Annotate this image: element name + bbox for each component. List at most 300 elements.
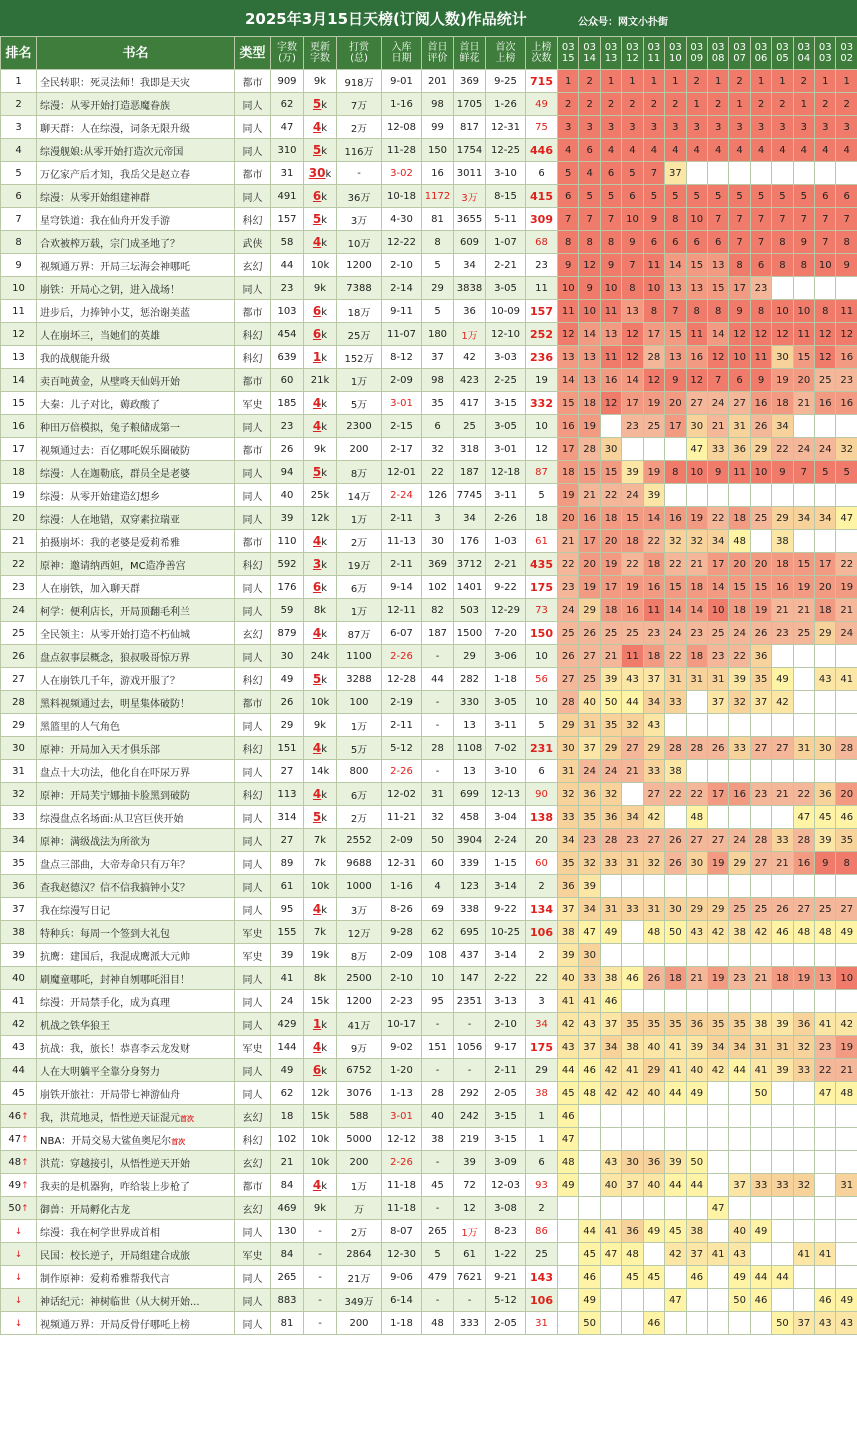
table-row: [1, 277, 857, 300]
daily-rank-cell: [729, 1312, 750, 1335]
daily-rank-cell: 16: [793, 852, 814, 875]
tips-cell: 918万: [337, 70, 382, 93]
daily-rank-cell: [579, 1151, 600, 1174]
listing-count-cell: 175: [526, 1036, 558, 1059]
daily-rank-cell: 8: [665, 208, 686, 231]
daily-rank-cell: [815, 1220, 836, 1243]
listing-count-cell: 19: [526, 369, 558, 392]
daily-rank-cell: 31: [600, 898, 621, 921]
word-count-cell: 27: [271, 760, 304, 783]
first-time-badge: 首次: [171, 1137, 186, 1146]
first-listing-cell: 10-09: [486, 300, 526, 323]
daily-rank-cell: 44: [686, 1174, 707, 1197]
word-count-cell: 29: [271, 714, 304, 737]
first-listing-cell: 1-15: [486, 852, 526, 875]
daily-rank-cell: 25: [622, 622, 643, 645]
daily-rank-cell: [665, 875, 686, 898]
rank-cell: 6: [1, 185, 37, 208]
daily-rank-cell: [815, 691, 836, 714]
daily-rank-cell: 1: [729, 93, 750, 116]
daily-rank-cell: 26: [579, 622, 600, 645]
daily-rank-cell: 16: [815, 392, 836, 415]
daily-rank-cell: 50: [665, 921, 686, 944]
update-words-cell: 10k: [304, 691, 337, 714]
daily-rank-cell: [707, 806, 728, 829]
daily-rank-cell: 30: [686, 415, 707, 438]
daily-rank-cell: [686, 1289, 707, 1312]
tips-cell: 14万: [337, 484, 382, 507]
daily-rank-cell: 21: [579, 484, 600, 507]
daily-rank-cell: 12: [600, 392, 621, 415]
daily-rank-cell: [815, 1174, 836, 1197]
genre-cell: 都市: [235, 70, 271, 93]
update-words-cell: 4k: [304, 898, 337, 921]
word-count-cell: 61: [271, 875, 304, 898]
word-count-cell: 592: [271, 553, 304, 576]
first-day-eval-cell: -: [422, 760, 454, 783]
listing-count-cell: 31: [526, 1312, 558, 1335]
daily-rank-cell: 8: [643, 300, 664, 323]
daily-rank-cell: 26: [772, 898, 793, 921]
daily-rank-cell: [558, 1266, 579, 1289]
first-day-flower-cell: 1401: [454, 576, 486, 599]
first-day-eval-cell: 69: [422, 898, 454, 921]
listing-count-cell: 6: [526, 760, 558, 783]
first-listing-cell: 2-21: [486, 254, 526, 277]
date-header: 03 07: [729, 37, 750, 70]
daily-rank-cell: 33: [600, 852, 621, 875]
first-listing-cell: 1-22: [486, 1243, 526, 1266]
daily-rank-cell: 4: [643, 139, 664, 162]
word-count-cell: 314: [271, 806, 304, 829]
daily-rank-cell: [836, 530, 857, 553]
word-count-cell: 49: [271, 1059, 304, 1082]
table-row: [1, 852, 857, 875]
daily-rank-cell: [686, 990, 707, 1013]
first-day-eval-cell: -: [422, 1197, 454, 1220]
daily-rank-cell: 26: [707, 737, 728, 760]
first-day-flower-cell: 3万: [454, 185, 486, 208]
update-words-cell: 4k: [304, 622, 337, 645]
daily-rank-cell: 24: [558, 599, 579, 622]
book-title: 抗鹰：建国后，我混成鹰派大元帅: [37, 944, 235, 967]
word-count-cell: 130: [271, 1220, 304, 1243]
word-count-cell: 58: [271, 231, 304, 254]
update-words-cell: 5k: [304, 806, 337, 829]
daily-rank-cell: [750, 1243, 771, 1266]
tips-cell: 18万: [337, 300, 382, 323]
daily-rank-cell: [729, 1105, 750, 1128]
daily-rank-cell: 10: [836, 967, 857, 990]
first-day-eval-cell: 126: [422, 484, 454, 507]
listing-count-cell: 38: [526, 1082, 558, 1105]
daily-rank-cell: 33: [643, 760, 664, 783]
shelf-date-cell: 2-26: [382, 645, 422, 668]
first-day-eval-cell: -: [422, 1289, 454, 1312]
first-day-eval-cell: 1172: [422, 185, 454, 208]
daily-rank-cell: [707, 1220, 728, 1243]
daily-rank-cell: [665, 1266, 686, 1289]
tips-cell: 万: [337, 1197, 382, 1220]
daily-rank-cell: 21: [772, 783, 793, 806]
table-row: [1, 116, 857, 139]
daily-rank-cell: 36: [558, 875, 579, 898]
first-day-eval-cell: 108: [422, 944, 454, 967]
daily-rank-cell: [815, 714, 836, 737]
daily-rank-cell: 45: [815, 806, 836, 829]
daily-rank-cell: 26: [558, 645, 579, 668]
daily-rank-cell: 4: [665, 139, 686, 162]
word-count-cell: 62: [271, 1082, 304, 1105]
daily-rank-cell: 12: [622, 346, 643, 369]
daily-rank-cell: 23: [579, 829, 600, 852]
daily-rank-cell: 9: [793, 231, 814, 254]
first-day-eval-cell: 48: [422, 1312, 454, 1335]
genre-cell: 同人: [235, 852, 271, 875]
daily-rank-cell: 38: [665, 760, 686, 783]
daily-rank-cell: 8: [750, 300, 771, 323]
shelf-date-cell: 2-09: [382, 829, 422, 852]
genre-cell: 都市: [235, 530, 271, 553]
daily-rank-cell: 36: [622, 1220, 643, 1243]
first-listing-cell: 5-12: [486, 1289, 526, 1312]
daily-rank-cell: 6: [707, 231, 728, 254]
book-title: 视频通万界：开局反骨仔哪吒上榜: [37, 1312, 235, 1335]
daily-rank-cell: 20: [579, 553, 600, 576]
first-day-flower-cell: 695: [454, 921, 486, 944]
daily-rank-cell: 37: [707, 691, 728, 714]
table-row: [1, 254, 857, 277]
listing-count-cell: 3: [526, 990, 558, 1013]
daily-rank-cell: 11: [558, 300, 579, 323]
first-day-flower-cell: 1754: [454, 139, 486, 162]
daily-rank-cell: 22: [665, 553, 686, 576]
genre-cell: 科幻: [235, 346, 271, 369]
tips-cell: 8万: [337, 461, 382, 484]
daily-rank-cell: 8: [558, 231, 579, 254]
genre-cell: 同人: [235, 1266, 271, 1289]
daily-rank-cell: 5: [665, 185, 686, 208]
listing-count-cell: 5: [526, 714, 558, 737]
book-title: 盘点十大功法，他化自在吓尿万界: [37, 760, 235, 783]
daily-rank-cell: 18: [600, 599, 621, 622]
daily-rank-cell: 23: [558, 576, 579, 599]
tips-cell: 2300: [337, 415, 382, 438]
book-title: 我在综漫写日记: [37, 898, 235, 921]
tips-cell: 1100: [337, 645, 382, 668]
daily-rank-cell: 19: [686, 507, 707, 530]
daily-rank-cell: 8: [772, 231, 793, 254]
first-day-eval-cell: 5: [422, 254, 454, 277]
daily-rank-cell: 2: [772, 93, 793, 116]
update-words-cell: 10k: [304, 1151, 337, 1174]
listing-count-cell: 68: [526, 231, 558, 254]
daily-rank-cell: [558, 1312, 579, 1335]
daily-rank-cell: 30: [622, 1151, 643, 1174]
rank-cell: 16: [1, 415, 37, 438]
first-day-eval-cell: 3: [422, 507, 454, 530]
daily-rank-cell: [772, 944, 793, 967]
table-row: [1, 875, 857, 898]
shelf-date-cell: 12-31: [382, 852, 422, 875]
table-row: [1, 70, 857, 93]
daily-rank-cell: 14: [579, 323, 600, 346]
column-header: 排名: [1, 37, 37, 70]
daily-rank-cell: 14: [622, 369, 643, 392]
table-row: [1, 1128, 857, 1151]
daily-rank-cell: [815, 1197, 836, 1220]
daily-rank-cell: 15: [600, 461, 621, 484]
daily-rank-cell: 27: [793, 898, 814, 921]
daily-rank-cell: 50: [729, 1289, 750, 1312]
first-day-flower-cell: 1705: [454, 93, 486, 116]
word-count-cell: 89: [271, 852, 304, 875]
table-row: [1, 1151, 857, 1174]
word-count-cell: 144: [271, 1036, 304, 1059]
first-day-flower-cell: 417: [454, 392, 486, 415]
daily-rank-cell: [793, 1197, 814, 1220]
daily-rank-cell: [600, 944, 621, 967]
genre-cell: 科幻: [235, 668, 271, 691]
shelf-date-cell: 2-11: [382, 553, 422, 576]
tips-cell: 36万: [337, 185, 382, 208]
arrow-up-icon: ↑: [21, 1203, 29, 1214]
daily-rank-cell: [836, 1151, 857, 1174]
daily-rank-cell: 16: [622, 599, 643, 622]
daily-rank-cell: 43: [600, 1151, 621, 1174]
first-listing-cell: 9-25: [486, 70, 526, 93]
table-row: [1, 1220, 857, 1243]
shelf-date-cell: 12-01: [382, 461, 422, 484]
daily-rank-cell: 45: [643, 1266, 664, 1289]
listing-count-cell: 22: [526, 967, 558, 990]
daily-rank-cell: 2: [600, 93, 621, 116]
daily-rank-cell: 22: [707, 507, 728, 530]
daily-rank-cell: 21: [836, 1059, 857, 1082]
daily-rank-cell: 7: [707, 208, 728, 231]
daily-rank-cell: 8: [836, 852, 857, 875]
word-count-cell: 23: [271, 277, 304, 300]
rank-cell: 30: [1, 737, 37, 760]
first-listing-cell: 8-15: [486, 185, 526, 208]
daily-rank-cell: 9: [643, 208, 664, 231]
listing-count-cell: 415: [526, 185, 558, 208]
daily-rank-cell: 34: [772, 415, 793, 438]
word-count-cell: 185: [271, 392, 304, 415]
daily-rank-cell: 18: [772, 967, 793, 990]
first-day-eval-cell: 369: [422, 553, 454, 576]
rank-cell: 34: [1, 829, 37, 852]
first-day-flower-cell: 61: [454, 1243, 486, 1266]
table-row: [1, 323, 857, 346]
listing-count-cell: 175: [526, 576, 558, 599]
first-day-eval-cell: 31: [422, 783, 454, 806]
update-words-cell: -: [304, 1243, 337, 1266]
daily-rank-cell: [815, 484, 836, 507]
first-listing-cell: 12-29: [486, 599, 526, 622]
rank-cell: 4: [1, 139, 37, 162]
daily-rank-cell: 5: [579, 185, 600, 208]
daily-rank-cell: 40: [558, 967, 579, 990]
daily-rank-cell: 29: [686, 898, 707, 921]
daily-rank-cell: 7: [558, 208, 579, 231]
daily-rank-cell: 39: [686, 1036, 707, 1059]
daily-rank-cell: 6: [643, 231, 664, 254]
listing-count-cell: 11: [526, 277, 558, 300]
book-title: 机战之铁华狼王: [37, 1013, 235, 1036]
table-row: [1, 737, 857, 760]
listing-count-cell: 309: [526, 208, 558, 231]
daily-rank-cell: 49: [558, 1174, 579, 1197]
daily-rank-cell: 25: [707, 622, 728, 645]
first-listing-cell: 1-18: [486, 668, 526, 691]
daily-rank-cell: 11: [836, 300, 857, 323]
daily-rank-cell: 15: [793, 346, 814, 369]
daily-rank-cell: [707, 990, 728, 1013]
daily-rank-cell: 42: [558, 1013, 579, 1036]
daily-rank-cell: [836, 1220, 857, 1243]
update-words-cell: 6k: [304, 323, 337, 346]
word-count-cell: 24: [271, 990, 304, 1013]
daily-rank-cell: 1: [643, 70, 664, 93]
rank-cell: 40: [1, 967, 37, 990]
shelf-date-cell: 12-12: [382, 1128, 422, 1151]
daily-rank-cell: 32: [686, 530, 707, 553]
word-count-cell: 84: [271, 1174, 304, 1197]
first-day-flower-cell: 7745: [454, 484, 486, 507]
daily-rank-cell: 20: [793, 369, 814, 392]
daily-rank-cell: 22: [558, 553, 579, 576]
daily-rank-cell: [772, 806, 793, 829]
daily-rank-cell: 43: [643, 714, 664, 737]
daily-rank-cell: 12: [686, 369, 707, 392]
rank-cell: 41: [1, 990, 37, 1013]
daily-rank-cell: 10: [686, 461, 707, 484]
arrow-up-icon: ↑: [21, 1157, 29, 1168]
shelf-date-cell: 2-19: [382, 691, 422, 714]
word-count-cell: 21: [271, 1151, 304, 1174]
daily-rank-cell: [665, 714, 686, 737]
daily-rank-cell: 27: [622, 737, 643, 760]
tips-cell: 2500: [337, 967, 382, 990]
daily-rank-cell: 1: [750, 70, 771, 93]
daily-rank-cell: 18: [643, 553, 664, 576]
first-day-flower-cell: 458: [454, 806, 486, 829]
update-words-cell: 7k: [304, 921, 337, 944]
daily-rank-cell: [836, 415, 857, 438]
update-words-cell: 14k: [304, 760, 337, 783]
daily-rank-cell: 12: [729, 323, 750, 346]
table-row: [1, 622, 857, 645]
genre-cell: 科幻: [235, 208, 271, 231]
book-title: 种田万倍模拟，兔子粮储成第一: [37, 415, 235, 438]
daily-rank-cell: 19: [622, 576, 643, 599]
daily-rank-cell: 41: [558, 990, 579, 1013]
daily-rank-cell: 16: [729, 783, 750, 806]
daily-rank-cell: 7: [750, 208, 771, 231]
genre-cell: 都市: [235, 691, 271, 714]
first-listing-cell: 12-25: [486, 139, 526, 162]
daily-rank-cell: 30: [558, 737, 579, 760]
genre-cell: 同人: [235, 990, 271, 1013]
daily-rank-cell: 45: [622, 1266, 643, 1289]
daily-rank-cell: 11: [643, 254, 664, 277]
book-title: 原神：开局芙宁娜抽卡脸黑到破防: [37, 783, 235, 806]
daily-rank-cell: 2: [622, 93, 643, 116]
genre-cell: 同人: [235, 875, 271, 898]
listing-count-cell: 106: [526, 1289, 558, 1312]
tips-cell: 200: [337, 1151, 382, 1174]
daily-rank-cell: 31: [750, 1036, 771, 1059]
first-day-eval-cell: -: [422, 714, 454, 737]
daily-rank-cell: 23: [815, 1036, 836, 1059]
daily-rank-cell: [665, 1312, 686, 1335]
daily-rank-cell: 15: [793, 553, 814, 576]
first-day-flower-cell: 176: [454, 530, 486, 553]
daily-rank-cell: [600, 875, 621, 898]
daily-rank-cell: 2: [665, 93, 686, 116]
first-day-flower-cell: 330: [454, 691, 486, 714]
table-row: [1, 208, 857, 231]
daily-rank-cell: 32: [793, 1174, 814, 1197]
daily-rank-cell: 23: [707, 645, 728, 668]
first-day-flower-cell: 338: [454, 898, 486, 921]
daily-rank-cell: 7: [707, 369, 728, 392]
daily-rank-cell: 11: [793, 323, 814, 346]
genre-cell: 科幻: [235, 783, 271, 806]
word-count-cell: 310: [271, 139, 304, 162]
word-count-cell: 39: [271, 944, 304, 967]
daily-rank-cell: [707, 760, 728, 783]
daily-rank-cell: 26: [665, 829, 686, 852]
daily-rank-cell: 15: [686, 254, 707, 277]
shelf-date-cell: 1-16: [382, 875, 422, 898]
first-day-flower-cell: 503: [454, 599, 486, 622]
genre-cell: 同人: [235, 714, 271, 737]
daily-rank-cell: 15: [665, 323, 686, 346]
listing-count-cell: 86: [526, 1220, 558, 1243]
daily-rank-cell: 49: [772, 668, 793, 691]
daily-rank-cell: 34: [707, 1036, 728, 1059]
daily-rank-cell: 23: [686, 622, 707, 645]
rank-cell: 24: [1, 599, 37, 622]
daily-rank-cell: 33: [772, 1174, 793, 1197]
daily-rank-cell: 49: [686, 1082, 707, 1105]
daily-rank-cell: 48: [643, 921, 664, 944]
shelf-date-cell: 5-12: [382, 737, 422, 760]
daily-rank-cell: 42: [600, 1082, 621, 1105]
daily-rank-cell: 42: [665, 1243, 686, 1266]
book-title: 综漫：人在迦勒底，群员全是老婆: [37, 461, 235, 484]
daily-rank-cell: 38: [622, 1036, 643, 1059]
word-count-cell: 31: [271, 162, 304, 185]
daily-rank-cell: 4: [815, 139, 836, 162]
daily-rank-cell: 34: [579, 898, 600, 921]
update-words-cell: 9k: [304, 277, 337, 300]
rank-cell: 9: [1, 254, 37, 277]
daily-rank-cell: [750, 1128, 771, 1151]
daily-rank-cell: 23: [643, 622, 664, 645]
daily-rank-cell: 27: [686, 829, 707, 852]
tips-cell: 25万: [337, 323, 382, 346]
daily-rank-cell: 3: [558, 116, 579, 139]
daily-rank-cell: 1: [772, 70, 793, 93]
daily-rank-cell: 37: [643, 668, 664, 691]
daily-rank-cell: 6: [815, 185, 836, 208]
word-count-cell: 40: [271, 484, 304, 507]
daily-rank-cell: 28: [793, 829, 814, 852]
daily-rank-cell: 11: [643, 599, 664, 622]
